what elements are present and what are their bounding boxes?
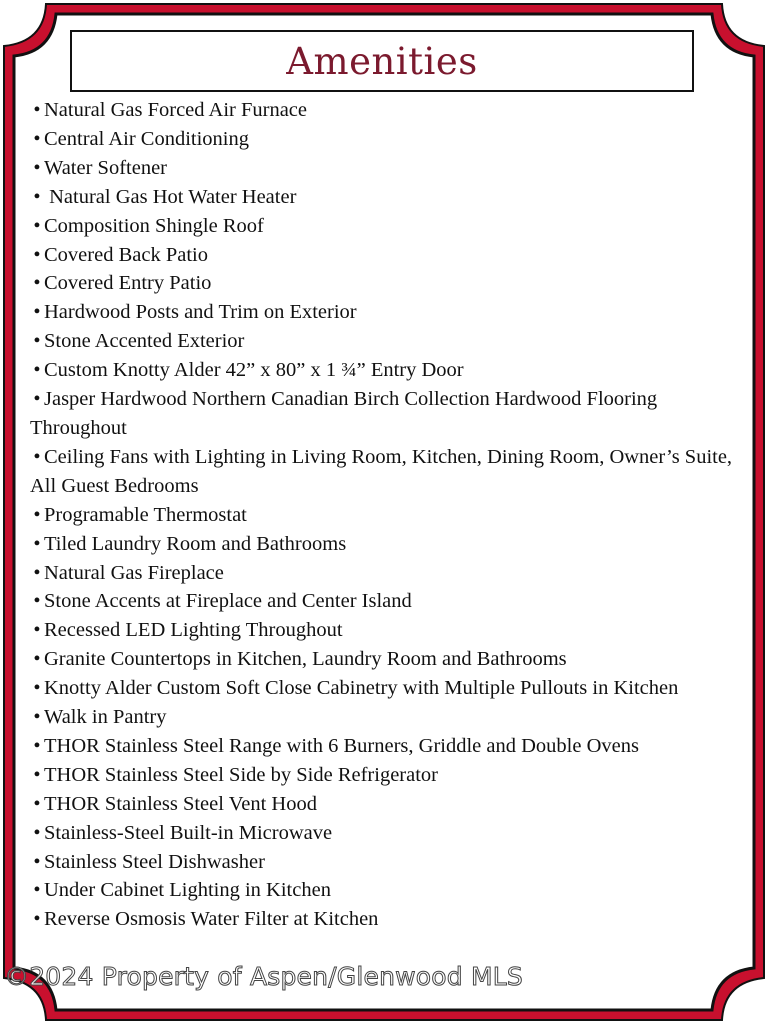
list-item [30, 645, 750, 674]
bullet-icon: • [33, 388, 41, 411]
bullet-icon: • [33, 99, 41, 121]
list-item [30, 385, 750, 443]
list-item-text: Central Air Conditioning [44, 127, 249, 150]
title-box [70, 30, 694, 92]
list-item-text: Natural Gas Fireplace [44, 561, 224, 584]
list-item [30, 905, 750, 934]
list-item-text: THOR Stainless Steel Side by Side Refrigerator [44, 763, 438, 786]
bullet-icon: • [33, 879, 41, 902]
bullet-icon: • [33, 243, 41, 266]
list-item [30, 212, 750, 241]
list-item [30, 125, 750, 154]
bullet-icon: • [33, 359, 41, 382]
list-item [30, 501, 750, 530]
list-item-text: Stainless Steel Dishwasher [44, 850, 265, 873]
bullet-icon: • [33, 214, 41, 237]
bullet-icon: • [33, 677, 41, 700]
list-item-text: Covered Back Patio [44, 243, 208, 266]
bullet-icon: • [33, 330, 41, 353]
list-item [30, 443, 750, 501]
list-item [30, 703, 750, 732]
bullet-icon: • [33, 821, 41, 844]
amenities-list [30, 96, 750, 934]
list-item [30, 530, 750, 559]
bullet-icon: • [33, 156, 41, 179]
list-item-text: Natural Gas Forced Air Furnace [44, 99, 307, 121]
list-item-text: Natural Gas Hot Water Heater [44, 185, 297, 208]
list-item [30, 819, 750, 848]
bullet-icon: • [33, 763, 41, 786]
bullet-icon: • [33, 648, 41, 671]
bullet-icon: • [33, 619, 41, 642]
bullet-icon: • [33, 532, 41, 555]
list-item-text: Stone Accented Exterior [44, 330, 245, 353]
list-item-text: Water Softener [44, 156, 167, 179]
page-title: Amenities [286, 39, 478, 83]
bullet-icon: • [33, 792, 41, 815]
bullet-icon: • [33, 445, 41, 468]
list-item [30, 790, 750, 819]
list-item-text: Programable Thermostat [44, 503, 247, 526]
list-item [30, 298, 750, 327]
list-item [30, 96, 750, 125]
list-item-text: Stainless-Steel Built-in Microwave [44, 821, 333, 844]
list-item [30, 732, 750, 761]
bullet-icon: • [33, 850, 41, 873]
list-item [30, 559, 750, 588]
list-item-text: Granite Countertops in Kitchen, Laundry Room and Bathrooms [44, 648, 567, 671]
bullet-icon: • [33, 706, 41, 729]
list-item-text: Custom Knotty Alder 42” x 80” x 1 ¾” Entry Door [44, 359, 464, 382]
bullet-icon: • [33, 185, 41, 208]
bullet-icon: • [33, 301, 41, 324]
list-item [30, 761, 750, 790]
list-item [30, 616, 750, 645]
bullet-icon: • [33, 503, 41, 526]
list-item [30, 848, 750, 877]
list-item-text: Covered Entry Patio [44, 272, 212, 295]
list-item [30, 876, 750, 905]
list-item-text: Stone Accents at Fireplace and Center Island [44, 590, 412, 613]
bullet-icon: • [33, 127, 41, 150]
list-item-text: Under Cabinet Lighting in Kitchen [44, 879, 331, 902]
list-item [30, 241, 750, 270]
bullet-icon: • [33, 561, 41, 584]
list-item [30, 154, 750, 183]
list-item-text: THOR Stainless Steel Range with 6 Burners, Griddle and Double Ovens [44, 734, 639, 757]
list-item-text: Walk in Pantry [44, 706, 167, 729]
list-item [30, 587, 750, 616]
list-item-text: THOR Stainless Steel Vent Hood [44, 792, 317, 815]
list-item-text: Knotty Alder Custom Soft Close Cabinetry with Multiple Pullouts in Kitchen [44, 677, 679, 700]
watermark: ©2024 Property of Aspen/Glenwood MLS [4, 962, 523, 991]
list-item-text: Recessed LED Lighting Throughout [44, 619, 343, 642]
list-item-text: Reverse Osmosis Water Filter at Kitchen [44, 908, 379, 931]
bullet-icon: • [33, 590, 41, 613]
bullet-icon: • [33, 272, 41, 295]
list-item [30, 183, 750, 212]
list-item-text: Ceiling Fans with Lighting in Living Room, Kitchen, Dining Room, Owner’s Suite, All Guest Bedrooms [30, 445, 733, 497]
list-item [30, 674, 750, 703]
list-item [30, 356, 750, 385]
bullet-icon: • [33, 908, 41, 931]
bullet-icon: • [33, 734, 41, 757]
list-item-text: Jasper Hardwood Northern Canadian Birch Collection Hardwood Flooring Throughout [30, 388, 658, 439]
list-item [30, 269, 750, 298]
list-item-text: Composition Shingle Roof [44, 214, 264, 237]
list-item-text: Hardwood Posts and Trim on Exterior [44, 301, 357, 324]
list-item [30, 327, 750, 356]
list-item-text: Tiled Laundry Room and Bathrooms [44, 532, 347, 555]
